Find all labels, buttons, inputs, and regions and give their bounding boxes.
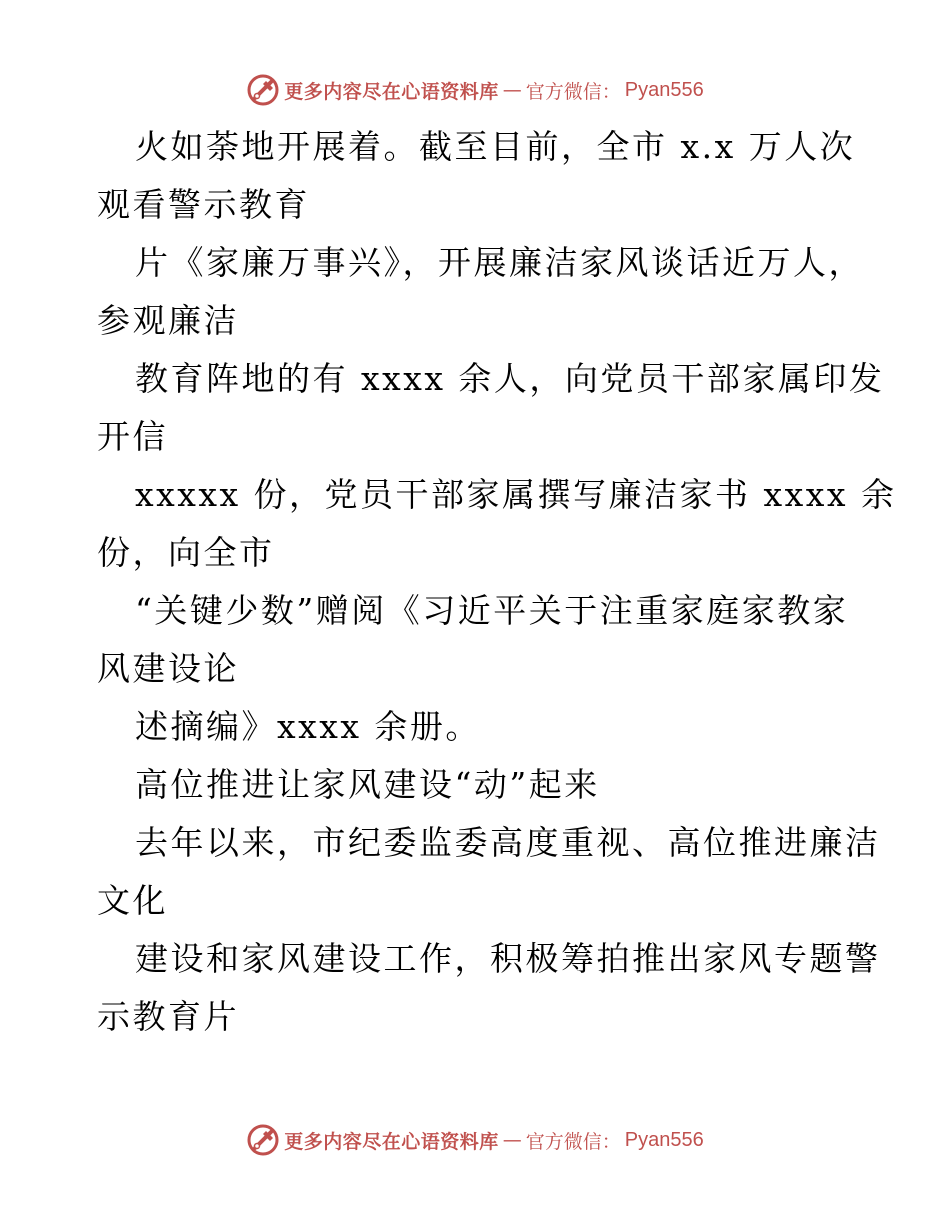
text-line: 文化 <box>97 881 168 920</box>
header-banner-content <box>246 73 704 107</box>
banner-dash: — <box>502 79 522 101</box>
text-line: 风建设论 <box>97 649 239 688</box>
banner-title: 更多内容尽在心语资料库 <box>284 80 499 103</box>
text-line: “关键少数”赠阅《习近平关于注重家庭家教家 <box>135 591 849 630</box>
text-line: xxxxx 份，党员干部家属撰写廉洁家书 xxxx 余 <box>135 475 897 514</box>
header-banner <box>0 70 950 110</box>
banner-title: 更多内容尽在心语资料库 <box>284 1130 499 1153</box>
text-line: 去年以来，市纪委监委高度重视、高位推进廉洁 <box>135 823 881 862</box>
footer-banner <box>0 1120 950 1160</box>
banner-wechat-label: 官方微信： <box>525 1130 621 1153</box>
banner-wechat-id: Pyan556 <box>624 78 704 101</box>
section-heading: 高位推进让家风建设“动”起来 <box>135 765 600 804</box>
text-line: 份，向全市 <box>97 533 275 572</box>
footer-banner-content <box>246 1123 704 1157</box>
text-line: 参观廉洁 <box>97 301 239 340</box>
text-line: 建设和家风建设工作，积极筹拍推出家风专题警 <box>135 939 881 978</box>
banner-wechat-label: 官方微信： <box>525 80 621 103</box>
banner-wechat-id: Pyan556 <box>624 1128 704 1151</box>
document-body <box>97 118 897 1046</box>
text-line: 片《家廉万事兴》，开展廉洁家风谈话近万人， <box>135 243 864 282</box>
text-line: 示教育片 <box>97 997 239 1036</box>
text-line: 观看警示教育 <box>97 185 310 224</box>
logo-icon <box>246 1123 280 1157</box>
text-line: 开信 <box>97 417 168 456</box>
text-line: 述摘编》xxxx 余册。 <box>135 707 481 746</box>
text-line: 教育阵地的有 xxxx 余人，向党员干部家属印发 <box>135 359 885 398</box>
banner-dash: — <box>502 1129 522 1151</box>
logo-icon <box>246 73 280 107</box>
text-line: 火如荼地开展着。截至目前，全市 x.x 万人次 <box>135 127 856 166</box>
